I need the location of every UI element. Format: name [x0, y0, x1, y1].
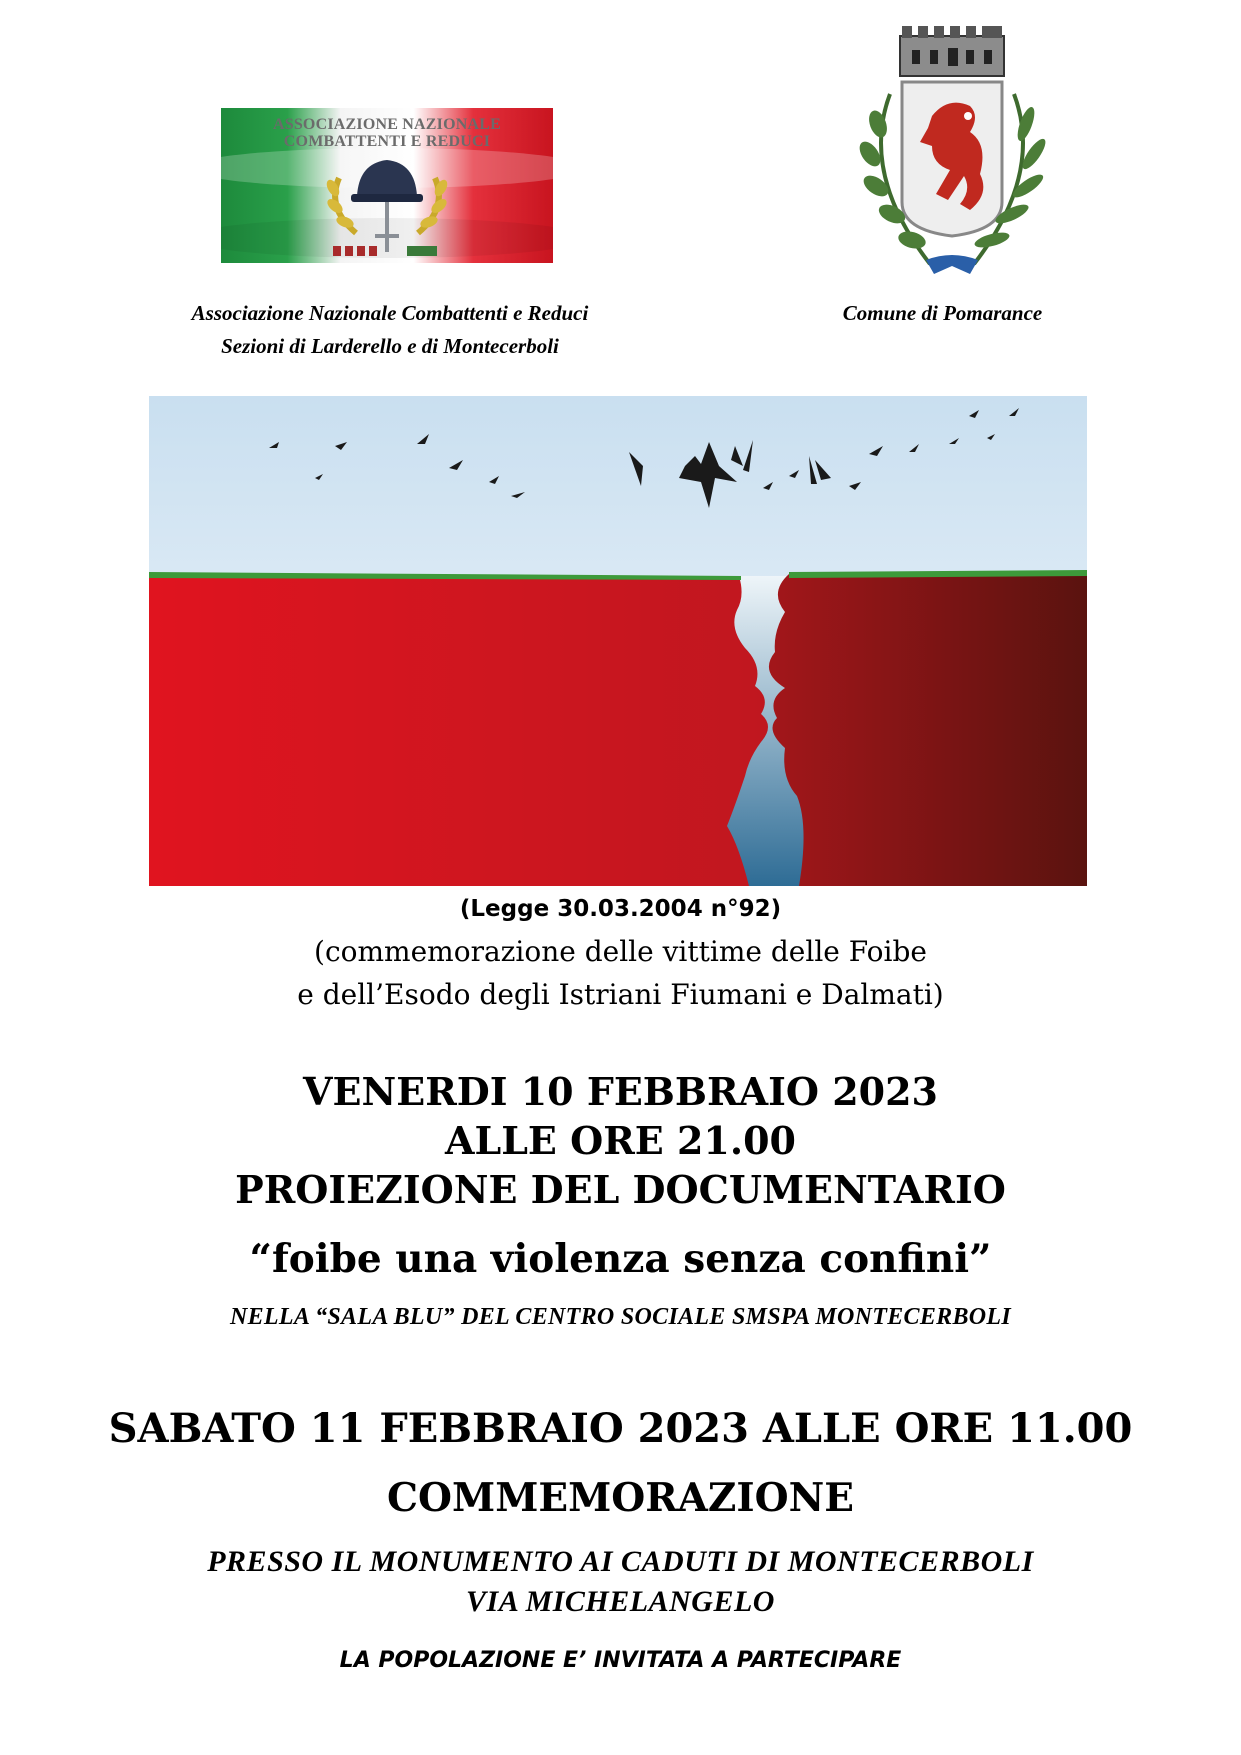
- ancr-logo-line1: ASSOCIAZIONE NAZIONALE: [272, 116, 501, 133]
- event1-place: NELLA “SALA BLU” DEL CENTRO SOCIALE SMSPA MONTECERBOLI: [229, 1304, 1012, 1330]
- commemorazione-line2: e dell’Esodo degli Istriani Fiumani e Dalmati): [297, 978, 944, 1011]
- helmet-laurel-emblem-icon: [221, 108, 553, 263]
- banner-illustration: [149, 396, 1087, 886]
- comune-caption: Comune di Pomarance: [842, 301, 1043, 325]
- event1-time: ALLE ORE 21.00: [445, 1118, 796, 1163]
- ancr-logo: [221, 108, 553, 263]
- ancr-caption-line2: Sezioni di Larderello e di Montecerboli: [221, 334, 559, 358]
- event1-documentary-title: “foibe una violenza senza confini”: [249, 1236, 992, 1282]
- invitation-note: LA POPOLAZIONE E’ INVITATA A PARTECIPARE: [339, 1648, 902, 1673]
- ancr-logo-line2: COMBATTENTI E REDUCI: [283, 133, 491, 150]
- event2-date-time: SABATO 11 FEBBRAIO 2023 ALLE ORE 11.00: [108, 1405, 1133, 1452]
- event2-place-line1: PRESSO IL MONUMENTO AI CADUTI DI MONTECERBOLI: [207, 1545, 1034, 1578]
- event1-description: PROIEZIONE DEL DOCUMENTARIO: [235, 1167, 1006, 1212]
- event2-place-line2: VIA MICHELANGELO: [466, 1585, 775, 1618]
- event2-description: COMMEMORAZIONE: [387, 1475, 854, 1521]
- giorno-del-ricordo-banner: [149, 396, 1087, 886]
- ancr-caption: [150, 297, 630, 363]
- ancr-caption-line1: Associazione Nazionale Combattenti e Reduci: [191, 301, 589, 325]
- event1-date: VENERDI 10 FEBBRAIO 2023: [303, 1069, 938, 1114]
- commemorazione-line1: (commemorazione delle vittime delle Foibe: [314, 935, 927, 968]
- comune-crest-icon: [820, 24, 1080, 292]
- legge-reference: (Legge 30.03.2004 n°92): [459, 896, 782, 922]
